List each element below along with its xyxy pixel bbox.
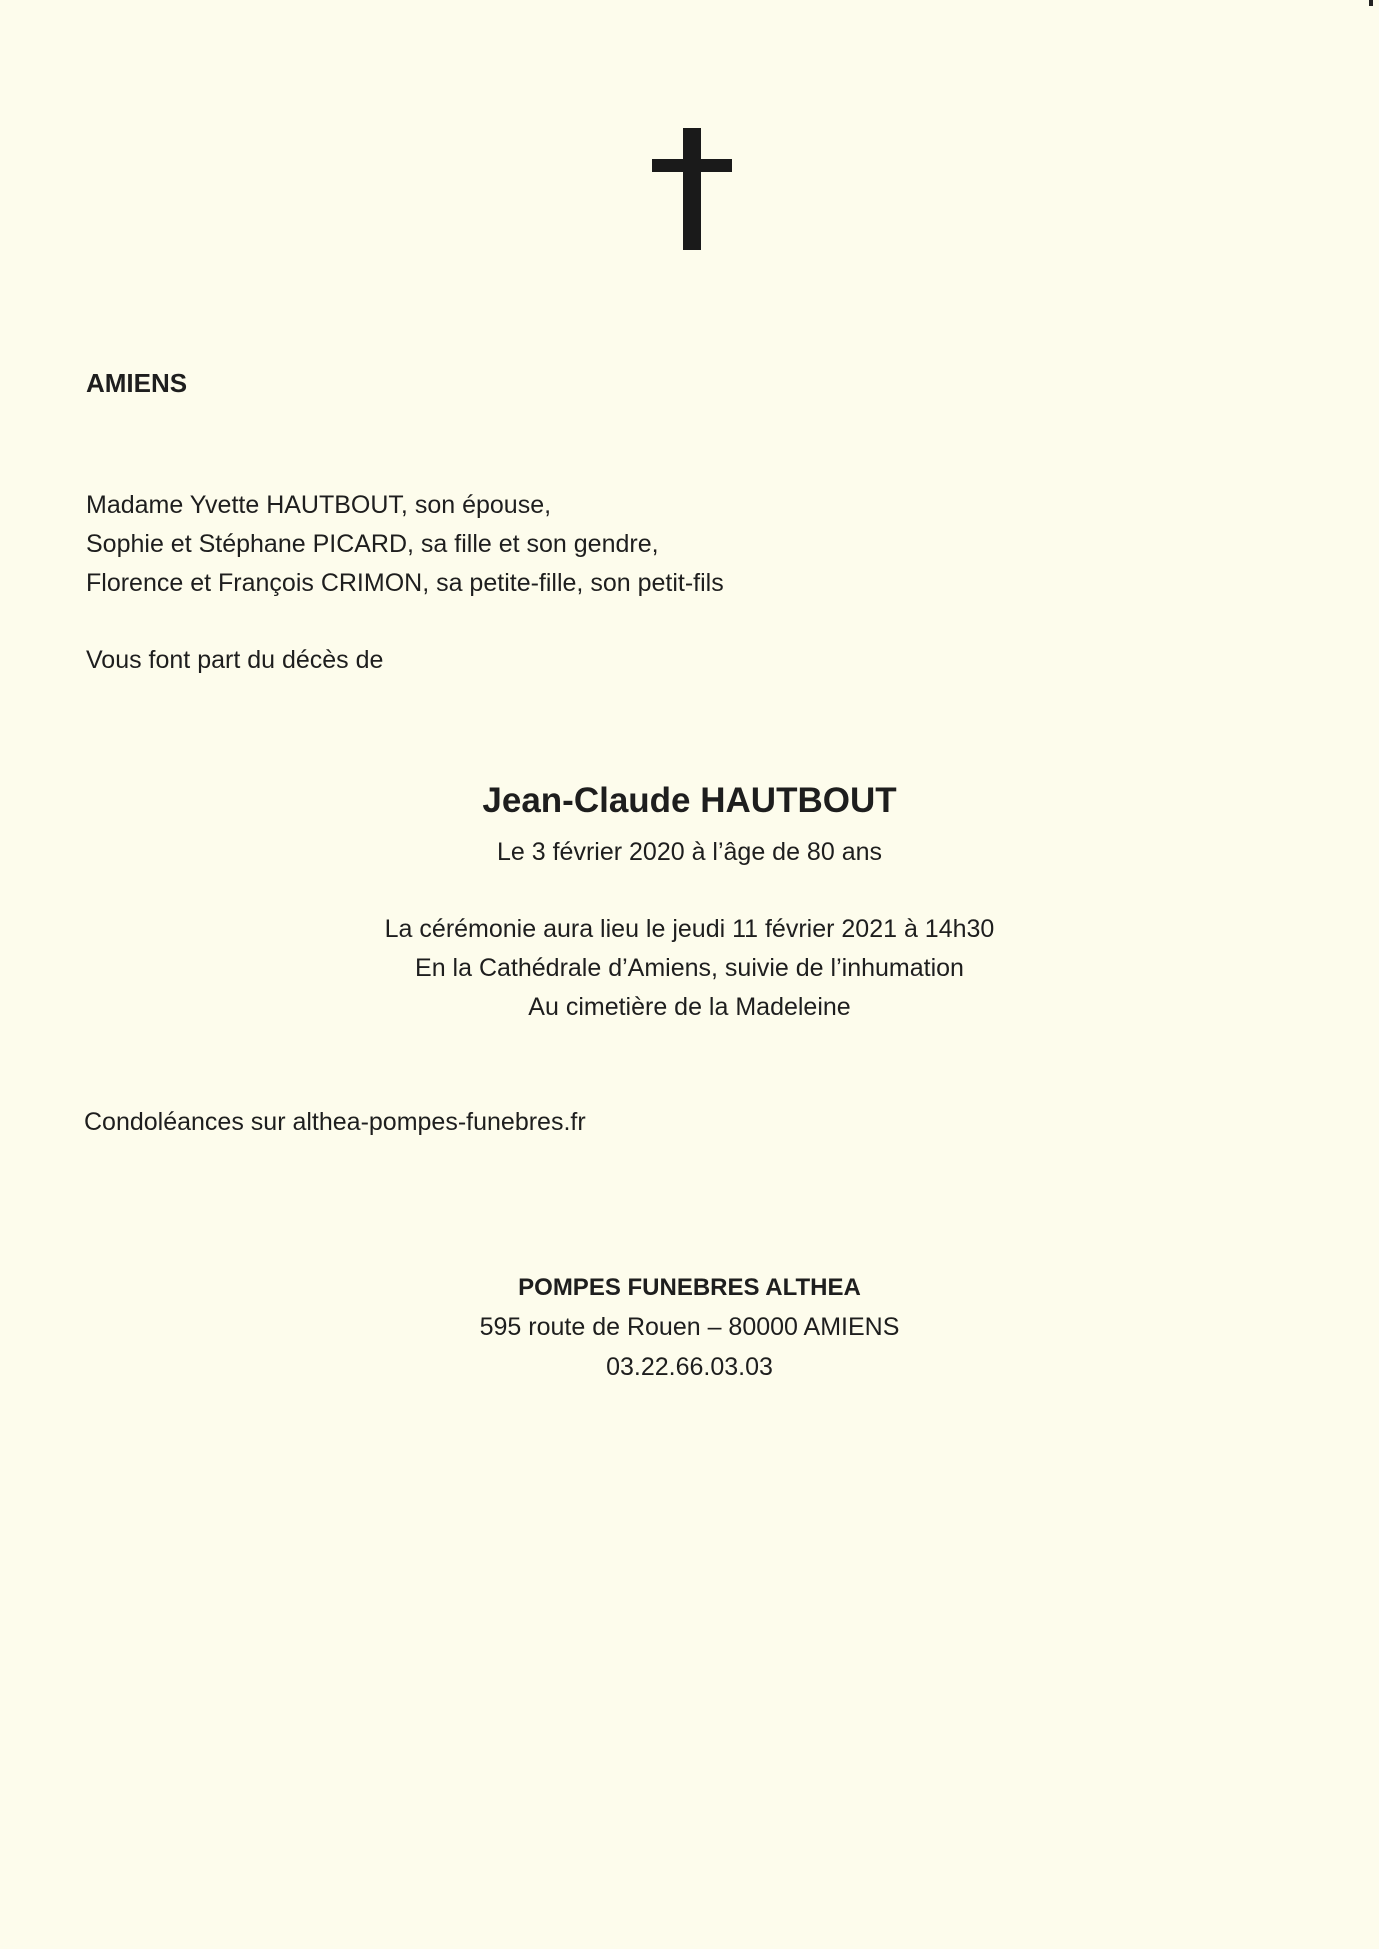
condolences-line: Condoléances sur althea-pompes-funebres.fr <box>84 1108 586 1136</box>
family-line-spouse: Madame Yvette HAUTBOUT, son épouse, <box>86 491 552 519</box>
death-date-age: Le 3 février 2020 à l’âge de 80 ans <box>497 838 882 866</box>
burial-place-line: Au cimetière de la Madeleine <box>528 993 851 1021</box>
funeral-home-name: POMPES FUNEBRES ALTHEA <box>518 1274 861 1301</box>
city-heading: AMIENS <box>86 368 188 398</box>
scan-mark <box>1369 0 1373 6</box>
deceased-name: Jean-Claude HAUTBOUT <box>482 781 897 820</box>
family-line-daughter: Sophie et Stéphane PICARD, sa fille et son gendre, <box>86 530 659 558</box>
family-line-grandchildren: Florence et François CRIMON, sa petite-fille, son petit-fils <box>86 569 724 597</box>
ceremony-date-line: La cérémonie aura lieu le jeudi 11 février 2021 à 14h30 <box>384 915 995 943</box>
funeral-home-phone: 03.22.66.03.03 <box>606 1353 773 1381</box>
ceremony-place-line: En la Cathédrale d’Amiens, suivie de l’inhumation <box>415 954 964 982</box>
announcement-intro: Vous font part du décès de <box>86 646 384 674</box>
latin-cross-icon <box>652 128 732 250</box>
funeral-home-address: 595 route de Rouen – 80000 AMIENS <box>479 1313 900 1341</box>
